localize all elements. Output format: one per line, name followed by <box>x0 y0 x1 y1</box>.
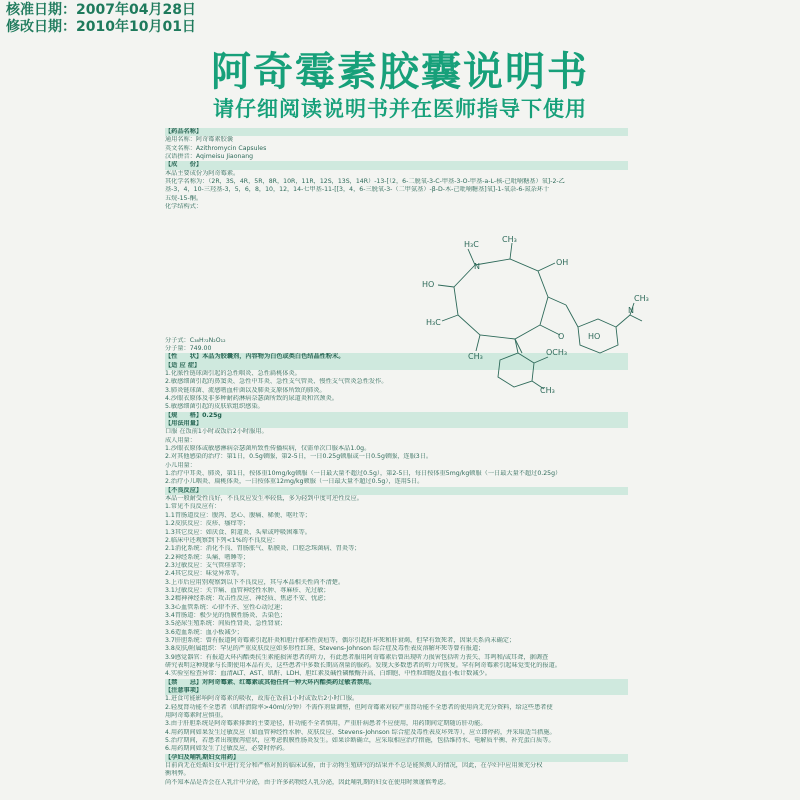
text-line: 基-3，4，10-三羟基-3，5，6，8，10，12，14-七甲基-11-[[3，4，6-三脱氧-3-（二甲氨基）-β-D-木-己吡喃糖基]氧]-1-氧杂-6-氮杂环十 <box>165 186 550 194</box>
text-line: 1.常见不良反应有： <box>165 503 221 511</box>
text-line: 3.4胃肠道：极少见的伪膜性肠炎、舌染色； <box>165 611 287 619</box>
section-heading: 【用法用量】 <box>165 420 628 428</box>
text-line: 成人用量： <box>165 436 196 444</box>
svg-text:N: N <box>474 262 480 271</box>
text-line: 2.3过敏反应：支气管痉挛等； <box>165 561 250 569</box>
text-line: 3.8皮肤/附属组织：罕见的严重皮肤反应如多形性红斑、Stevens-Johnson 综合症及毒性表皮溶解坏死等曾有报道； <box>165 645 485 653</box>
document-title: 阿奇霉素胶囊说明书 <box>211 49 589 95</box>
section-heading: 【孕妇及哺乳期妇女用药】 <box>165 754 628 762</box>
text-line: 2.临床中还观察到下列<1%的不良反应： <box>165 536 279 544</box>
text-line: 1.进食可能影响阿奇霉素的吸收，故需在饭前1小时或饭后2小时口服。 <box>165 695 359 703</box>
text-line: 2.治疗小儿咽炎、扁桃体炎，一日按体重12mg/kg顿服（一日最大量不超过0.5g），连用5日。 <box>165 478 424 486</box>
text-line: 英文名称：Azithromycin Capsules <box>165 144 267 152</box>
chemical-structure-diagram <box>420 235 650 395</box>
text-line: 衡利弊。 <box>165 770 190 778</box>
text-line: 4.沙眼衣原体及非多种耐药淋病奈瑟菌所致的尿道炎和宫颈炎。 <box>165 395 338 402</box>
section-heading: 【性 状】本品为胶囊剂，内容物为白色或类白色结晶性粉末。 <box>165 353 628 361</box>
text-line: 3.1过敏反应：关节痛、血管神经性水肿、荨麻疹、光过敏； <box>165 586 330 594</box>
section-heading: 【注意事项】 <box>165 687 628 695</box>
text-line: 1.1胃肠道反应：腹泻、恶心、腹痛、稀便、呕吐等； <box>165 511 311 519</box>
text-line: 2.4其它反应：味觉异常等。 <box>165 570 243 578</box>
svg-text:N: N <box>628 306 634 315</box>
text-line: 1.2皮肤反应：皮疹、瘙痒等； <box>165 520 250 528</box>
text-line: 化学结构式： <box>165 203 203 211</box>
text-line: 五烷-15-酮。 <box>165 194 203 202</box>
instruction-panel <box>165 128 628 800</box>
text-line: 口服 在饭前1小时或饭后2小时服用。 <box>165 428 268 436</box>
svg-text:O: O <box>558 332 565 341</box>
text-line <box>165 211 628 219</box>
text-line: 小儿用量： <box>165 461 196 469</box>
text-line: 尚不知本品是否会在人乳汁中分泌，由于许多药物经人乳分泌，因此哺乳期的妇女在使用时须谨慎考虑。 <box>165 778 450 786</box>
text-line: 分子式：C₃₈H₇₂N₂O₁₂ <box>165 336 226 344</box>
document-subtitle: 请仔细阅读说明书并在医师指导下使用 <box>213 97 587 121</box>
svg-text:CH₃: CH₃ <box>540 386 555 395</box>
svg-text:CH₃: CH₃ <box>468 352 483 361</box>
text-line: 1.化脓性链球菌引起的急性咽炎、急性扁桃体炎。 <box>165 369 301 377</box>
text-line: 5.敏感细菌引起的皮肤软组织感染。 <box>165 403 264 411</box>
svg-text:OH: OH <box>556 258 569 267</box>
text-line: 2.敏感细菌引起的鼻窦炎、急性中耳炎、急性支气管炎、慢性支气管炎急性发作。 <box>165 378 388 386</box>
svg-text:CH₃: CH₃ <box>634 294 649 303</box>
text-line: 其化学名称为：（2R，3S，4R，5R，8R，10R，11R，12S，13S，14R）-13-[（2，6-二脱氧-3-C-甲基-3-O-甲基-a-L-核-己吡喃糖基）氧]-2-乙 <box>165 178 565 186</box>
text-line: 3.由于肝胆系统是阿奇霉素排泄的主要途径，肝功能不全者慎用，严重肝病患者不应使用，用药期间定期随访肝功能。 <box>165 720 487 728</box>
text-line: 3.3心血管系统：心律不齐、室性心动过速； <box>165 603 287 611</box>
text-line: 3.7肝胆系统：曾有报道阿奇霉素引起肝炎和胆汁郁积性黄疸等，偶尔引起肝坏死和肝衰竭，但罕有致死者，因果关系尚未确定； <box>165 636 516 644</box>
text-line: 目前尚无在妊娠妇女中进行充分和严格对照的临床试验，由于动物生殖研究的结果并不总是能预测人的情况，因此，在孕妇中应用须充分权 <box>165 762 543 770</box>
text-line: 4.实验室检查异常：血清ALT、AST、肌酐、LDH、胆红素及碱性磷酸酶升高、白细胞、中性粒细胞及血小板计数减少。 <box>165 670 491 678</box>
text-line: 研究表明这种现象与长期使用本品有关，这些患者中多数长期高剂量的服药。发现大多数患者的听力可恢复。罕有阿奇霉素引起味觉变化的报道。 <box>165 662 561 669</box>
section-heading: 【规 格】0.25g <box>165 412 628 420</box>
text-line: 6.用药期间如发生了过敏反应，必要时停药。 <box>165 745 289 753</box>
text-line: 3.上市后应用别观察到以下不良反应，其与本品相关性尚不清楚。 <box>165 578 345 586</box>
text-line: 1.3其它反应：如厌食、阴道炎、头晕或呼吸困难等。 <box>165 528 311 536</box>
svg-text:CH₃: CH₃ <box>502 235 517 244</box>
text-line: 用阿奇霉素时应慎重。 <box>165 712 227 720</box>
svg-text:H₃C: H₃C <box>426 318 441 327</box>
section-heading: 【药品名称】 <box>165 128 628 136</box>
text-line: 1.治疗中耳炎、肺炎，第1日，按体重10mg/kg顿服（一日最大量不超过0.5g），第2-5日，每日按体重5mg/kg顿服（一日最大量不超过0.25g） <box>165 470 562 478</box>
text-line: 2.2神经系统：头痛、嗜睡等； <box>165 553 250 561</box>
svg-text:H₃C: H₃C <box>464 240 479 249</box>
svg-text:HO: HO <box>588 332 601 341</box>
revision-date: 修改日期：2010年10月01日 <box>6 19 196 35</box>
text-line: 2.1消化系统：消化不良、胃肠胀气、粘膜炎、口腔念珠菌病、胃炎等； <box>165 545 361 553</box>
text-line: 本品主要成份为阿奇霉素。 <box>165 169 240 177</box>
text-line: 3.5泌尿生殖系统：间质性肾炎、急性肾衰； <box>165 620 287 628</box>
text-line: 3.9感觉器官：有报道大环内酯类抗生素能损害患者的听力，有此患者服用阿奇霉素后曾出现听力损害包括听力丧失、耳鸣和/或耳聋，据调查 <box>165 653 549 661</box>
text-line: 2.对其他感染的治疗：第1日，0.5g顿服，第2-5日，一日0.25g顿服或一日0.5g顿服，连服3日。 <box>165 453 433 461</box>
text-line: 本品一般耐受性良好，不良反应发生率较低，多为轻到中度可逆性反应。 <box>165 495 363 503</box>
text-line: 4.用药期间如果发生过敏反应（如血管神经性水肿、皮肤反应、Stevens-Johnson 综合症及毒性表皮坏死等），应立即停药，并采取适当措施。 <box>165 728 556 736</box>
text-line: 1.沙眼衣原体或敏感淋病奈瑟菌所致性传播疾病，仅需单次口服本品1.0g。 <box>165 445 371 453</box>
text-line: 分子量：749.00 <box>165 344 212 352</box>
section-heading: 【适 应 症】 <box>165 362 628 370</box>
text-line <box>165 220 628 228</box>
text-line: 3.6造血系统：血小板减少； <box>165 628 243 636</box>
approval-date: 核准日期：2007年04月28日 <box>6 2 196 18</box>
section-heading: 【成 份】 <box>165 161 628 169</box>
text-line: 通用名称：阿奇霉素胶囊 <box>165 136 234 144</box>
text-line: 5.治疗期间，若患者出现腹泻症状，应考虑假膜性肠炎发生。如果诊断确立，应采取相应治疗措施，包括维持水、电解质平衡、补充蛋白质等。 <box>165 737 555 745</box>
text-line: 汉语拼音：Aqimeisu Jiaonang <box>165 153 254 161</box>
text-line: 3.2精神神经系统：攻击性反应、神经质、焦虑不安、忧虑； <box>165 595 330 603</box>
svg-text:OCH₃: OCH₃ <box>546 348 568 357</box>
text-line: 3.肺炎链球菌、流感嗜血杆菌以及肺炎支原体所致的肺炎。 <box>165 386 326 394</box>
section-heading: 【不良反应】 <box>165 487 628 495</box>
text-line: 2.轻度肾功能不全患者（肌酐清除率>40ml/分钟）不需作剂量调整，但阿奇霉素对较严重肾功能不全患者的使用尚无充分资料，给这些患者使 <box>165 703 553 711</box>
svg-text:HO: HO <box>422 280 435 289</box>
header-dates <box>6 2 196 36</box>
section-heading: 【禁 忌】对阿奇霉素、红霉素或其他任何一种大环内酯类药过敏者禁用。 <box>165 679 628 687</box>
